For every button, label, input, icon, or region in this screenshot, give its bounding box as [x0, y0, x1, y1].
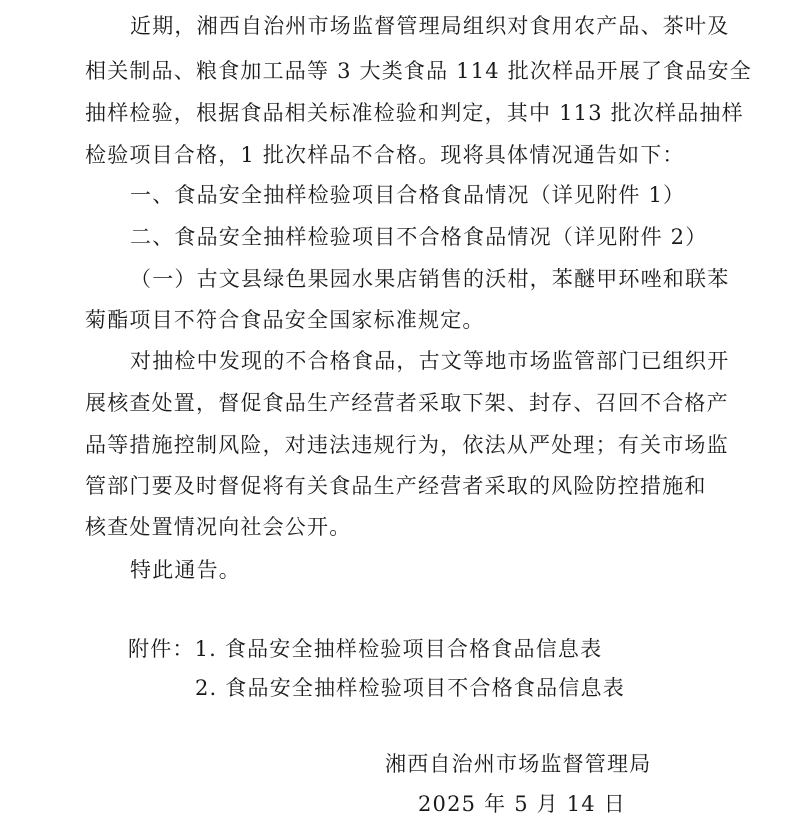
handling-line-2: 展核查处置，督促食品生产经营者采取下架、封存、召回不合格产 [85, 391, 729, 415]
attachment-item-1: 附件：1. 食品安全抽样检验项目合格食品信息表 [128, 637, 603, 661]
intro-line-2: 相关制品、粮食加工品等 3 大类食品 114 批次样品开展了食品安全 [85, 59, 752, 83]
handling-line-3: 品等措施控制风险，对违法违规行为，依法从严处理；有关市场监 [85, 433, 729, 457]
signature-date: 2025 年 5 月 14 日 [418, 792, 626, 816]
item-one-line-2: 菊酯项目不符合食品安全国家标准规定。 [85, 308, 485, 332]
handling-line-1: 对抽检中发现的不合格食品，古文等地市场监管部门已组织开 [130, 349, 730, 373]
handling-line-4: 管部门要及时督促将有关食品生产经营者采取的风险防控措施和 [85, 474, 707, 498]
intro-line-4: 检验项目合格，1 批次样品不合格。现将具体情况通告如下： [85, 143, 685, 167]
signature-organization: 湘西自治州市场监督管理局 [385, 752, 652, 776]
intro-line-3: 抽样检验，根据食品相关标准检验和判定，其中 113 批次样品抽样 [85, 101, 744, 125]
section-two-heading: 二、食品安全抽样检验项目不合格食品情况（详见附件 2） [130, 225, 708, 249]
item-one-line-1: （一）古文县绿色果园水果店销售的沃柑，苯醚甲环唑和联苯 [130, 267, 730, 291]
closing-statement: 特此通告。 [130, 558, 241, 582]
section-one-heading: 一、食品安全抽样检验项目合格食品情况（详见附件 1） [130, 183, 686, 207]
intro-line-1: 近期，湘西自治州市场监督管理局组织对食用农产品、茶叶及 [130, 14, 730, 38]
handling-line-5: 核查处置情况向社会公开。 [85, 515, 352, 539]
attachment-item-2: 2. 食品安全抽样检验项目不合格食品信息表 [195, 676, 625, 700]
